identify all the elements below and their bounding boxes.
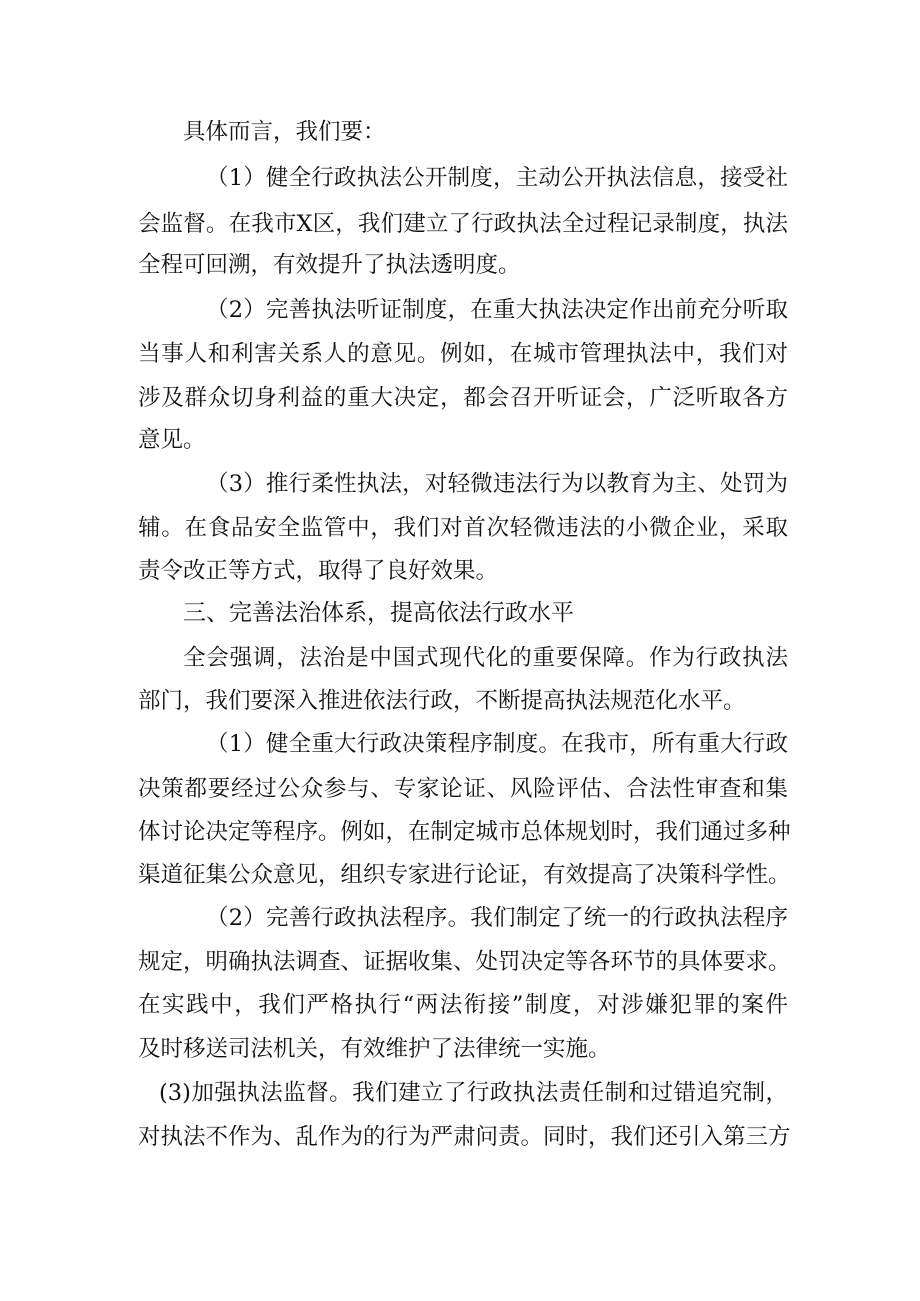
paragraph-line: 具体而言，我们要： bbox=[183, 119, 386, 145]
paragraph-line: 渠道征集公众意见，组织专家进行论证，有效提高了决策科学性。 bbox=[138, 862, 791, 888]
paragraph-line: （3）推行柔性执法，对轻微违法行为以教育为主、处罚为 bbox=[206, 471, 788, 497]
paragraph-line: 体讨论决定等程序。例如，在制定城市总体规划时，我们通过多种 bbox=[138, 819, 791, 845]
paragraph-line: 涉及群众切身利益的重大决定，都会召开听证会，广泛听取各方 bbox=[138, 385, 788, 411]
paragraph-line: （2）完善执法听证制度，在重大执法决定作出前充分听取 bbox=[206, 297, 788, 323]
section-heading: 三、完善法治体系，提高依法行政水平 bbox=[183, 600, 574, 626]
paragraph-line: 在实践中，我们严格执行“两法衔接”制度，对涉嫌犯罪的案件 bbox=[138, 992, 788, 1018]
paragraph-line: (3)加强执法监督。我们建立了行政执法责任制和过错追究制， bbox=[159, 1080, 788, 1106]
paragraph-line: （1）健全行政执法公开制度，主动公开执法信息，接受社 bbox=[206, 165, 788, 191]
paragraph-line: 决策都要经过公众参与、专家论证、风险评估、合法性审查和集 bbox=[138, 776, 788, 802]
paragraph-line: 辅。在食品安全监管中，我们对首次轻微违法的小微企业，采取 bbox=[138, 515, 788, 541]
paragraph-line: 全程可回溯，有效提升了执法透明度。 bbox=[138, 252, 521, 278]
paragraph-line: 会监督。在我市X区，我们建立了行政执法全过程记录制度，执法 bbox=[138, 211, 788, 237]
paragraph-line: 及时移送司法机关，有效维护了法律统一实施。 bbox=[138, 1036, 611, 1062]
paragraph-line: 责令改正等方式，取得了良好效果。 bbox=[138, 558, 499, 584]
paragraph-line: 规定，明确执法调查、证据收集、处罚决定等各环节的具体要求。 bbox=[138, 949, 791, 975]
paragraph-line: （1）健全重大行政决策程序制度。在我市，所有重大行政 bbox=[206, 731, 788, 757]
paragraph-line: （2）完善行政执法程序。我们制定了统一的行政执法程序 bbox=[206, 905, 788, 931]
paragraph-line: 对执法不作为、乱作为的行为严肃问责。同时，我们还引入第三方 bbox=[138, 1124, 791, 1150]
paragraph-line: 意见。 bbox=[138, 427, 206, 453]
paragraph-line: 全会强调，法治是中国式现代化的重要保障。作为行政执法 bbox=[183, 645, 788, 671]
paragraph-line: 部门，我们要深入推进依法行政，不断提高执法规范化水平。 bbox=[138, 688, 746, 714]
paragraph-line: 当事人和利害关系人的意见。例如，在城市管理执法中，我们对 bbox=[138, 341, 788, 367]
